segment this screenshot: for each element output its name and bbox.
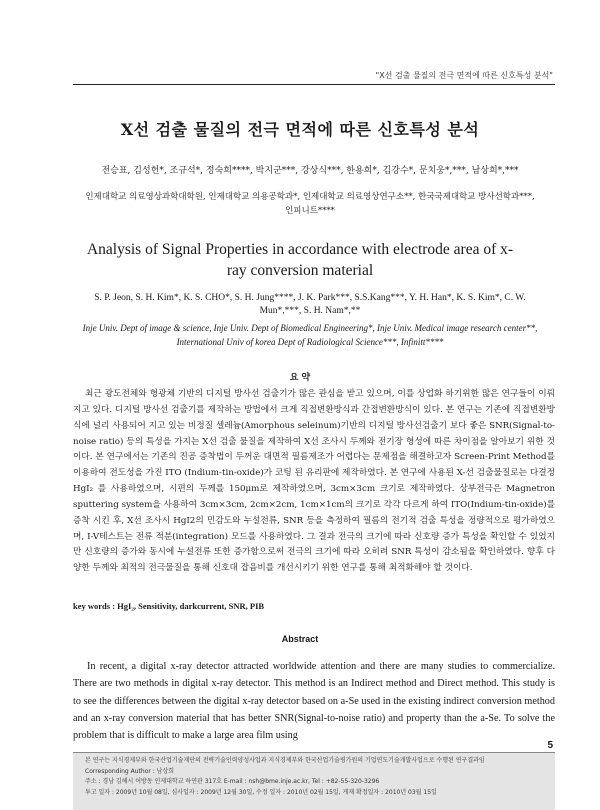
keywords: key words : HgI₂, Sensitivity, darkcurrent, SNR, PIB [73,601,265,611]
abstract-korean-body: 최근 광도전체와 형광체 기반의 디지털 방사선 검출기가 많은 관심을 받고 있으며, 이를 상업화 하기위한 많은 연구들이 이뤄지고 있다. 디지털 방사선 검출기를 제작하는 방법에서 크게 직접변환방식과 간접변환방식이 있다. 본 연구는 기존에 직접변환방식에 널리 사용되어 지고 있는 비정질 셀레늄(Amorphous seleinum)기반의 디지털 방사선검출기 보다 좋은 SNR(Signal-to-noise ratio) 등의 특성을 가지는 X선 검출 물질을 제작하여 X선 조사시 두께와 전기장 형성에 따른 차이점을 알아보기 위한 것이다. 본 연구에서는 기존의 진공 증착법이 두꺼운 대면적 필름제조가 어렵다는 문제점을 해결하고자 Screen-Print Method를 이용하여 전도성을 가진 ITO (Indium-tin-oxide)가 코팅 된 유리판에 제작하였다. 본 연구에 사용된 X-선 검출물질로는 다결정 HgI₂ 를 사용하였으며, 시편의 두께를 150μm로 제작하였으며, 3cm×3cm 크기로 제작하였다. 상부전극은 Magnetron sputtering system을 사용하여 3cm×3cm, 2cm×2cm, 1cm×1cm의 크기로 각각 다르게 하여 ITO(Indium-tin-oxide)를 증착 시킨 후, X선 조사시 HgI2의 민감도와 누설전류, SNR 등을 측정하여 필름의 전기적 검출 특성을 정량적으로 평가하였으며, I-V테스트는 전류 적분(integration) 모드를 사용하였다. 그 결과 전극의 크기에 따라 신호량 증가 특성을 확인할 수 있었지만 신호량의 증가와 동시에 누설전류 또한 증가함으로써 전극의 크기에 따라 오히려 SNR 특성이 감소됨을 확인하였다. 향후 다양한 두께와 최적의 전극물질을 통해 신호대 잡음비를 개선시키기 위한 연구를 통해 최적화해야 할 것이다. [73,389,555,574]
title-korean: X선 검출 물질의 전극 면적에 따른 신호특성 분석 [120,120,480,139]
affiliations-korean-line2: 인피니트**** [285,206,335,216]
authors-korean: 전승표, 김성헌*, 조규석*, 정숙희****, 박지군***, 강상식***, 한용희*, 김강수*, 문치웅*,***, 남상희*,*** [101,166,519,176]
affiliations-korean-line1: 인제대학교 의료영상과학대학원, 인제대학교 의용공학과*, 인제대학교 의료영상연구소**, 한국국제대학교 방사선학과***, [85,192,535,202]
abstract-korean-heading: 요 약 [289,373,311,383]
affiliations-english: Inje Univ. Dept of image & science, Inje Univ. Dept of Biomedical Engineering*, Inje Univ. Medical image research center**, International Univ of korea Dept of Radiological Science***, Infinitt**** [82,323,538,347]
page-number: 5 [547,740,553,751]
footer-corresponding-author: Corresponding Author : 남상희 [85,767,175,775]
footer-dates: 투고 일자 : 2009년 10월 08일, 심사일자 : 2009년 12월 30일, 수정 일자 : 2010년 02월 15일, 게재 확정일자 : 2010년 03월 15일 [85,788,437,796]
footer-note [73,752,555,810]
abstract-english-body: In recent, a digital x-ray detector attracted worldwide attention and there are many studies to commercialize. There are two methods in digital x-ray detector. This method is an Indirect method and Direct method. This study is to see the differences between the digital x-ray detector based on a-Se used in the existing indirect conversion method and an x-ray conversion material that has better SNR(Signal-to-noise ratio) and property than the a-Se. To solve the problem that is difficult to make a large area film using [73,661,555,742]
affiliations-korean [85,190,535,218]
running-head: "X선 검출 물질의 전극 면적에 따른 신호특성 분석" [375,71,553,80]
abstract-english-heading: Abstract [281,634,319,644]
footer-address: 주소 : 경남 김해시 어방동 인제대학교 하연관 317호 E-mail : nsh@bme.inje.ac.kr, Tel : +82-55-320-3296 [85,778,380,785]
title-english: Analysis of Signal Properties in accordance with electrode area of x-ray conversion material [86,241,514,279]
footer-funding: 본 연구는 지식경제부와 한국산업기술재단의 전략기술인력양성사업과 지식경제부와 한국산업기술평가원의 기업연도기술개발사업으로 수행된 연구결과임 [85,757,485,764]
authors-english: S. P. Jeon, S. H. Kim*, K. S. CHO*, S. H. Jung****, J. K. Park***, S.S.Kang***, Y. H. Han*, K. S. Kim*, C. W. Mun*,***, S. H. Nam*,** [94,293,526,316]
header-rule [73,84,555,85]
